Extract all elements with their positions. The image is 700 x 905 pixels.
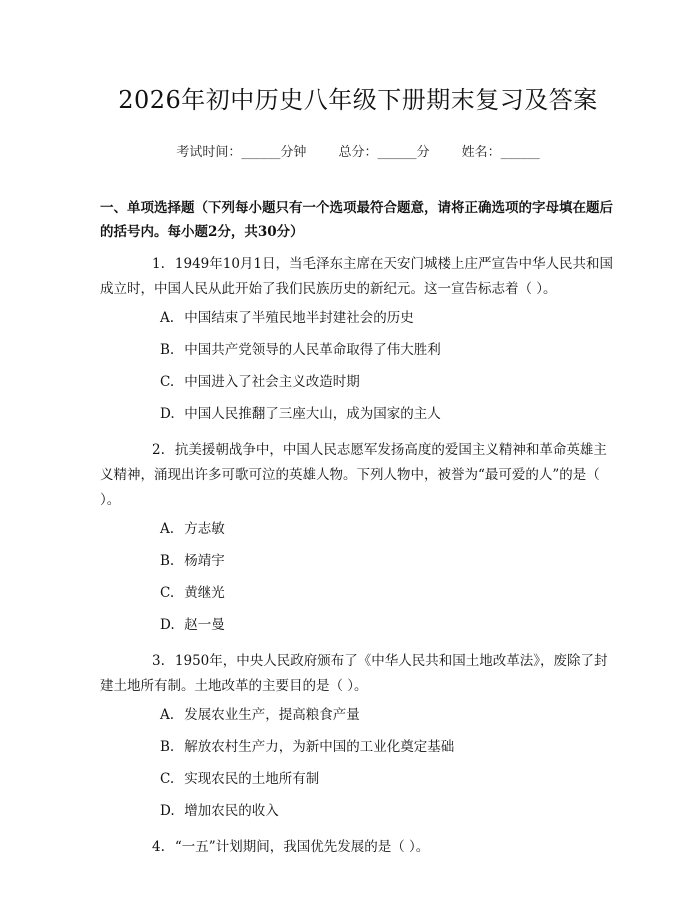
question-number: 1.: [152, 256, 165, 272]
option-text: 中国人民推翻了三座大山，成为国家的主人: [184, 406, 441, 422]
option-text: 方志敏: [184, 521, 225, 537]
option-text: 中国进入了社会主义改造时期: [184, 374, 360, 390]
option-letter: D.: [160, 406, 175, 422]
option-letter: C.: [160, 585, 175, 601]
option-list: [100, 699, 616, 827]
option-a: [100, 513, 616, 545]
option-a: [100, 302, 616, 334]
option-letter: C.: [160, 771, 175, 787]
question-number: 4.: [152, 839, 165, 855]
option-text: 中国结束了半殖民地半封建社会的历史: [184, 310, 414, 326]
question-stem: 1949年10月1日，当毛泽东主席在天安门城楼上庄严宣告中华人民共和国成立时，中国人民从此开始了我们民族历史的新纪元。这一宣告标志着（ ）。: [100, 256, 614, 297]
option-d: [100, 398, 616, 430]
option-letter: A.: [160, 521, 175, 537]
question-number: 2.: [152, 442, 165, 458]
option-c: [100, 577, 616, 609]
option-a: [100, 699, 616, 731]
option-letter: D.: [160, 617, 175, 633]
question-stem: 1950年，中央人民政府颁布了《中华人民共和国土地改革法》，废除了封建土地所有制。土地改革的主要目的是（ ）。: [100, 653, 608, 694]
exam-score: 总分：______分: [338, 145, 430, 160]
option-letter: A.: [160, 707, 175, 723]
option-list: [100, 302, 616, 430]
document-title: 2026年初中历史八年级下册期末复习及答案: [118, 86, 598, 114]
option-letter: B.: [160, 553, 175, 569]
option-letter: A.: [160, 310, 175, 326]
option-text: 增加农民的收入: [184, 803, 279, 819]
option-text: 发展农业生产，提高粮食产量: [184, 707, 360, 723]
question-number: 3.: [152, 653, 165, 669]
question-stem: “一五”计划期间，我国优先发展的是（ ）。: [174, 839, 430, 855]
option-text: 杨靖宇: [184, 553, 225, 569]
option-d: [100, 795, 616, 827]
option-b: [100, 731, 616, 763]
question-text: [100, 438, 616, 513]
option-list: [100, 513, 616, 641]
option-c: [100, 763, 616, 795]
question-text: [100, 252, 616, 302]
option-text: 赵一曼: [184, 617, 225, 633]
question-text: [100, 649, 616, 699]
option-text: 解放农村生产力，为新中国的工业化奠定基础: [184, 739, 455, 755]
option-letter: B.: [160, 739, 175, 755]
question-text: [100, 835, 616, 860]
question-stem: 抗美援朝战争中，中国人民志愿军发扬高度的爱国主义精神和革命英雄主义精神，涌现出许多可歌可泣的英雄人物。下列人物中，被誉为“最可爱的人”的是（ ）。: [100, 442, 607, 508]
option-letter: D.: [160, 803, 175, 819]
option-b: [100, 545, 616, 577]
exam-time: 考试时间：______分钟: [176, 145, 307, 160]
option-letter: C.: [160, 374, 175, 390]
section-heading: 一、单项选择题（下列每小题只有一个选项最符合题意，请将正确选项的字母填在题后的括号内。每小题2分，共30分）: [100, 200, 613, 240]
option-letter: B.: [160, 342, 175, 358]
option-b: [100, 334, 616, 366]
question-3: [100, 649, 616, 827]
exam-name: 姓名：______: [461, 145, 540, 160]
option-c: [100, 366, 616, 398]
question-2: [100, 438, 616, 641]
option-d: [100, 609, 616, 641]
question-4: [100, 835, 616, 860]
option-text: 黄继光: [184, 585, 225, 601]
option-text: 中国共产党领导的人民革命取得了伟大胜利: [184, 342, 441, 358]
option-text: 实现农民的土地所有制: [184, 771, 320, 787]
exam-meta: [100, 141, 616, 160]
question-1: [100, 252, 616, 430]
